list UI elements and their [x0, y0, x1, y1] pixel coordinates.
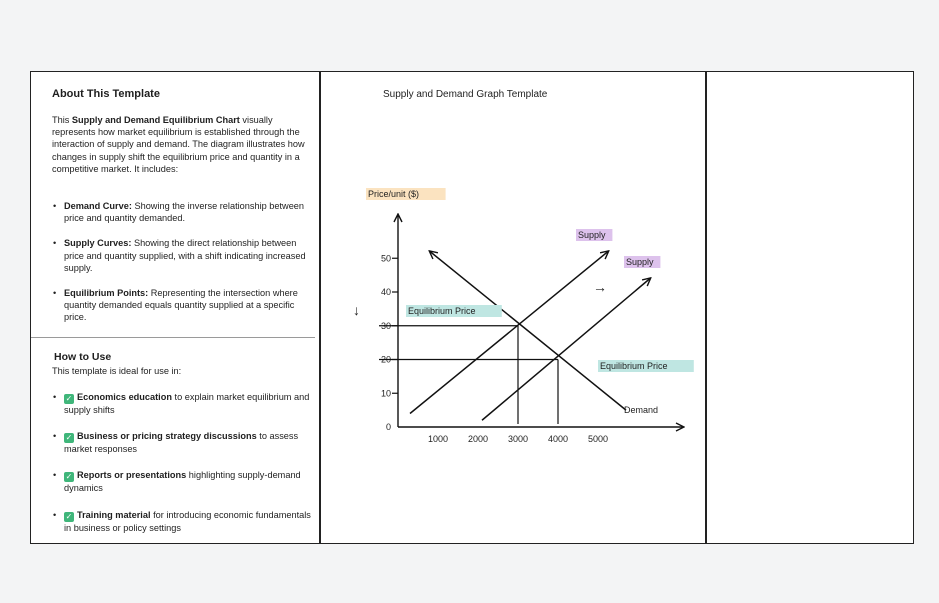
y-tick-label-0: 0 — [385, 422, 391, 432]
about-title: About This Template — [52, 88, 160, 100]
check-icon: ✓ — [65, 472, 73, 482]
howto-title: How to Use — [54, 351, 112, 363]
use-item-training: • ✓ Training material for introducing economic fundamentals in business or policy settings — [53, 509, 311, 533]
section-divider — [31, 337, 315, 338]
about-panel — [30, 71, 320, 544]
supply-curve-1 — [410, 252, 608, 414]
demand-curve — [430, 252, 626, 411]
y-tick-label-30: 30 — [380, 320, 391, 331]
demand-label: Demand — [624, 405, 659, 415]
bullet-supply-curves: • Supply Curves: Showing the direct relationship between price and quantity supplied, with a shift indicating increased supply. — [53, 238, 306, 273]
supply-demand-chart — [321, 72, 705, 543]
x-tick-label-2000: 2000 — [467, 434, 489, 444]
chart-panel — [320, 71, 706, 544]
howto-intro: This template is ideal for use in: — [52, 366, 182, 376]
check-icon: ✓ — [65, 511, 73, 521]
y-tick-label-50: 50 — [380, 253, 391, 264]
supply-label-1: Supply — [578, 230, 606, 240]
check-icon: ✓ — [65, 433, 73, 443]
supply-label-2: Supply — [626, 257, 654, 267]
x-tick-label-4000: 4000 — [547, 434, 569, 444]
y-tick-label-20: 20 — [380, 354, 391, 365]
use-item-economics: • ✓ Economics education to explain market equilibrium and supply shifts — [53, 392, 310, 415]
use-item-business: • ✓ Business or pricing strategy discussions to assess market responses — [53, 431, 299, 455]
chart-title: Supply and Demand Graph Template — [383, 89, 548, 100]
y-tick-label-40: 40 — [380, 287, 391, 297]
about-bullets — [53, 200, 315, 337]
down-arrow-icon: ↓ — [353, 302, 360, 318]
check-icon: ✓ — [65, 394, 73, 403]
right-arrow-icon: → — [593, 279, 607, 295]
equilibrium-label-1: Equilibrium Price — [408, 306, 476, 316]
bullet-demand-curve: • Demand Curve: Showing the inverse relationship between price and quantity demanded. — [53, 201, 305, 224]
bullet-equilibrium-points: • Equilibrium Points: Representing the intersection where quantity demanded equals quantity supplied at a specific price. — [53, 288, 298, 323]
supply-curve-2 — [482, 279, 650, 421]
empty-panel — [706, 71, 914, 544]
howto-list — [53, 391, 315, 548]
x-tick-label-1000: 1000 — [427, 434, 449, 444]
about-intro: This Supply and Demand Equilibrium Chart visually represents how market equilibrium is established through the interaction of supply and demand. The diagram illustrates how changes in supply shift the equilibrium price and quantity in a competitive market. It includes: — [52, 115, 305, 174]
y-tick-label-10: 10 — [380, 388, 391, 399]
x-tick-label-5000: 5000 — [587, 434, 609, 444]
x-tick-label-3000: 3000 — [507, 434, 529, 444]
use-item-reports: • ✓ Reports or presentations highlighting supply-demand dynamics — [53, 470, 301, 494]
y-axis-label: Price/unit ($) — [368, 189, 420, 199]
equilibrium-label-2: Equilibrium Price — [600, 361, 668, 371]
